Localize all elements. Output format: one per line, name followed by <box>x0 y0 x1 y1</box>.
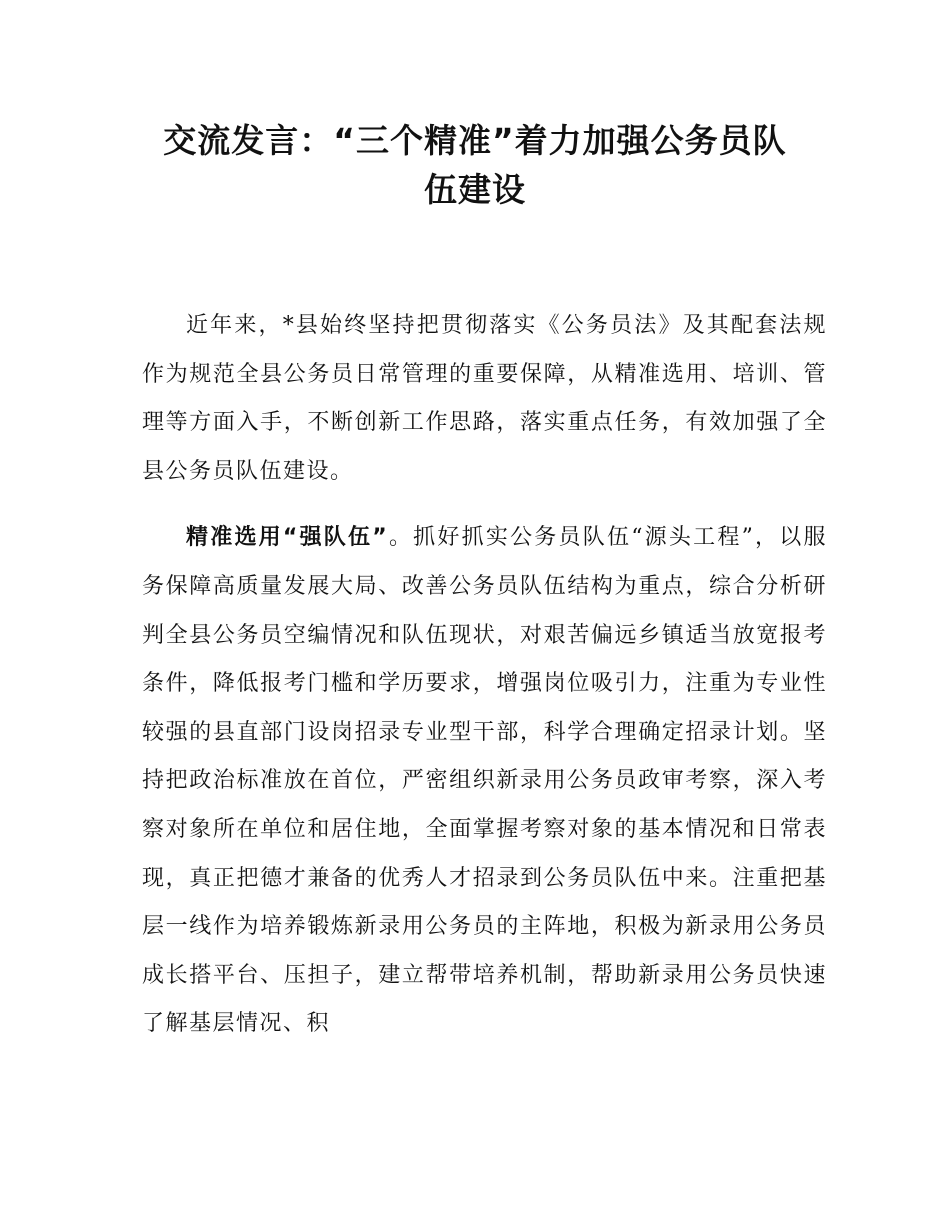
section-heading: 精准选用“强队伍” <box>186 525 389 551</box>
intro-text: 近年来，*县始终坚持把贯彻落实《公务员法》及其配套法规作为规范全县公务员日常管理的重要保障，从精准选用、培训、管理等方面入手，不断创新工作思路，落实重点任务，有效加强了全县公务员队伍建设。 <box>142 313 827 484</box>
document-title <box>130 116 820 214</box>
section-paragraph-precise-selection <box>142 514 827 1049</box>
title-line-1: 交流发言：“三个精准”着力加强公务员队 <box>163 121 787 160</box>
document-body <box>142 302 827 1049</box>
intro-paragraph <box>142 302 827 496</box>
title-line-2: 伍建设 <box>424 170 526 209</box>
section-text: 。抓好抓实公务员队伍“源头工程”，以服务保障高质量发展大局、改善公务员队伍结构为重点，综合分析研判全县公务员空编情况和队伍现状，对艰苦偏远乡镇适当放宽报考条件，降低报考门槛和学历要求，增强岗位吸引力，注重为专业性较强的县直部门设岗招录专业型干部，科学合理确定招录计划。坚持把政治标准放在首位，严密组织新录用公务员政审考察，深入考察对象所在单位和居住地，全面掌握考察对象的基本情况和日常表现，真正把德才兼备的优秀人才招录到公务员队伍中来。注重把基层一线作为培养锻炼新录用公务员的主阵地，积极为新录用公务员成长搭平台、压担子，建立帮带培养机制，帮助新录用公务员快速了解基层情况、积 <box>142 525 828 1037</box>
